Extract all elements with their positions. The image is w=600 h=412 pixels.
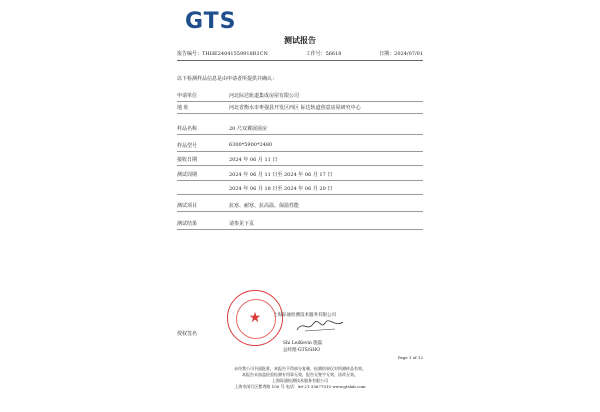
gts-logo: GTS bbox=[185, 9, 237, 34]
field-label: 测试周期 bbox=[177, 172, 198, 178]
footer-line: 未经我公司书面批准，本报告不得部分复制，检测结果仅对所测样品有效。 bbox=[234, 366, 366, 371]
field-value: 2024 年 06 月 18 日至 2024 年 06 月 20 日 bbox=[229, 186, 333, 192]
field-test-period-2 bbox=[177, 185, 423, 194]
field-label: 申请单位 bbox=[177, 93, 198, 99]
signature-company: 上海际通检测技术服务有限公司 bbox=[273, 313, 336, 318]
field-value: 河北省衡水市枣强县开发区西区 际达轨道创意房屋研究中心 bbox=[229, 105, 361, 111]
signer-name: Shi LeiKevin 施磊 bbox=[283, 341, 323, 346]
field-applicant bbox=[177, 92, 423, 101]
field-value: 请参见下页 bbox=[229, 221, 255, 227]
field-label: 地 址 bbox=[177, 105, 189, 111]
signer-label: 授权签名 bbox=[177, 331, 198, 337]
handwritten-signature bbox=[295, 318, 345, 334]
footer-notes bbox=[177, 366, 423, 390]
divider bbox=[177, 180, 423, 181]
seal-star-icon: ★ bbox=[248, 310, 262, 326]
field-sample-model bbox=[177, 142, 423, 151]
field-test-items bbox=[177, 202, 423, 211]
divider bbox=[177, 101, 423, 102]
divider bbox=[177, 211, 423, 212]
field-label: 测试项目 bbox=[177, 203, 198, 209]
field-address bbox=[177, 104, 423, 113]
field-test-period bbox=[177, 171, 423, 180]
field-value: 2024 年 06 月 11 日 bbox=[229, 157, 278, 163]
field-label: 样品名称 bbox=[177, 126, 198, 132]
divider bbox=[177, 134, 423, 135]
signer-role: 总经理-GTS/SHO bbox=[283, 348, 320, 353]
footer-line: 上海市闵行区紫秀路 100 号 电话：86-21-33677010 www.gtslab.com bbox=[234, 384, 366, 389]
field-value: 6300*5900*2480 bbox=[229, 142, 273, 148]
company-seal bbox=[227, 290, 283, 346]
field-value: 20 尺双翼展展房 bbox=[229, 126, 267, 132]
field-value: 2024 年 06 月 11 日至 2024 年 06 月 17 日 bbox=[229, 172, 333, 178]
field-test-result bbox=[177, 220, 423, 229]
field-value: 抗寒、耐寒、抗高温、保温性能 bbox=[229, 203, 300, 209]
report-date: 日期：2024/07/01 bbox=[379, 50, 423, 57]
field-label: 接收日期 bbox=[177, 157, 198, 163]
field-label: 样品型号 bbox=[177, 143, 198, 149]
divider bbox=[177, 165, 423, 166]
page-number: Page 1 of 12 bbox=[397, 355, 423, 360]
field-label: 测试结果 bbox=[177, 221, 198, 227]
divider bbox=[177, 229, 423, 230]
work-number: 工作号：56618 bbox=[305, 50, 342, 57]
report-page bbox=[163, 0, 437, 412]
footer-line: 上海际通检测技术服务有限公司 bbox=[272, 378, 328, 383]
footer-line: 本报告未加盖检验检测专用章无效，报告无签字无效，涂改无效。 bbox=[242, 372, 358, 377]
divider bbox=[177, 194, 423, 195]
report-title: 测试报告 bbox=[284, 35, 316, 45]
intro-text: 以下检测样品信息是由申请者所提供并确认： bbox=[177, 76, 278, 82]
field-sample-name bbox=[177, 125, 423, 134]
field-receive-date bbox=[177, 156, 423, 165]
divider bbox=[177, 113, 423, 114]
field-value: 河北际达轨道集成房屋有限公司 bbox=[229, 93, 300, 99]
report-number: 报告编号：THHE24041559918R1CN bbox=[177, 50, 268, 57]
divider bbox=[177, 151, 423, 152]
report-meta bbox=[177, 48, 423, 61]
